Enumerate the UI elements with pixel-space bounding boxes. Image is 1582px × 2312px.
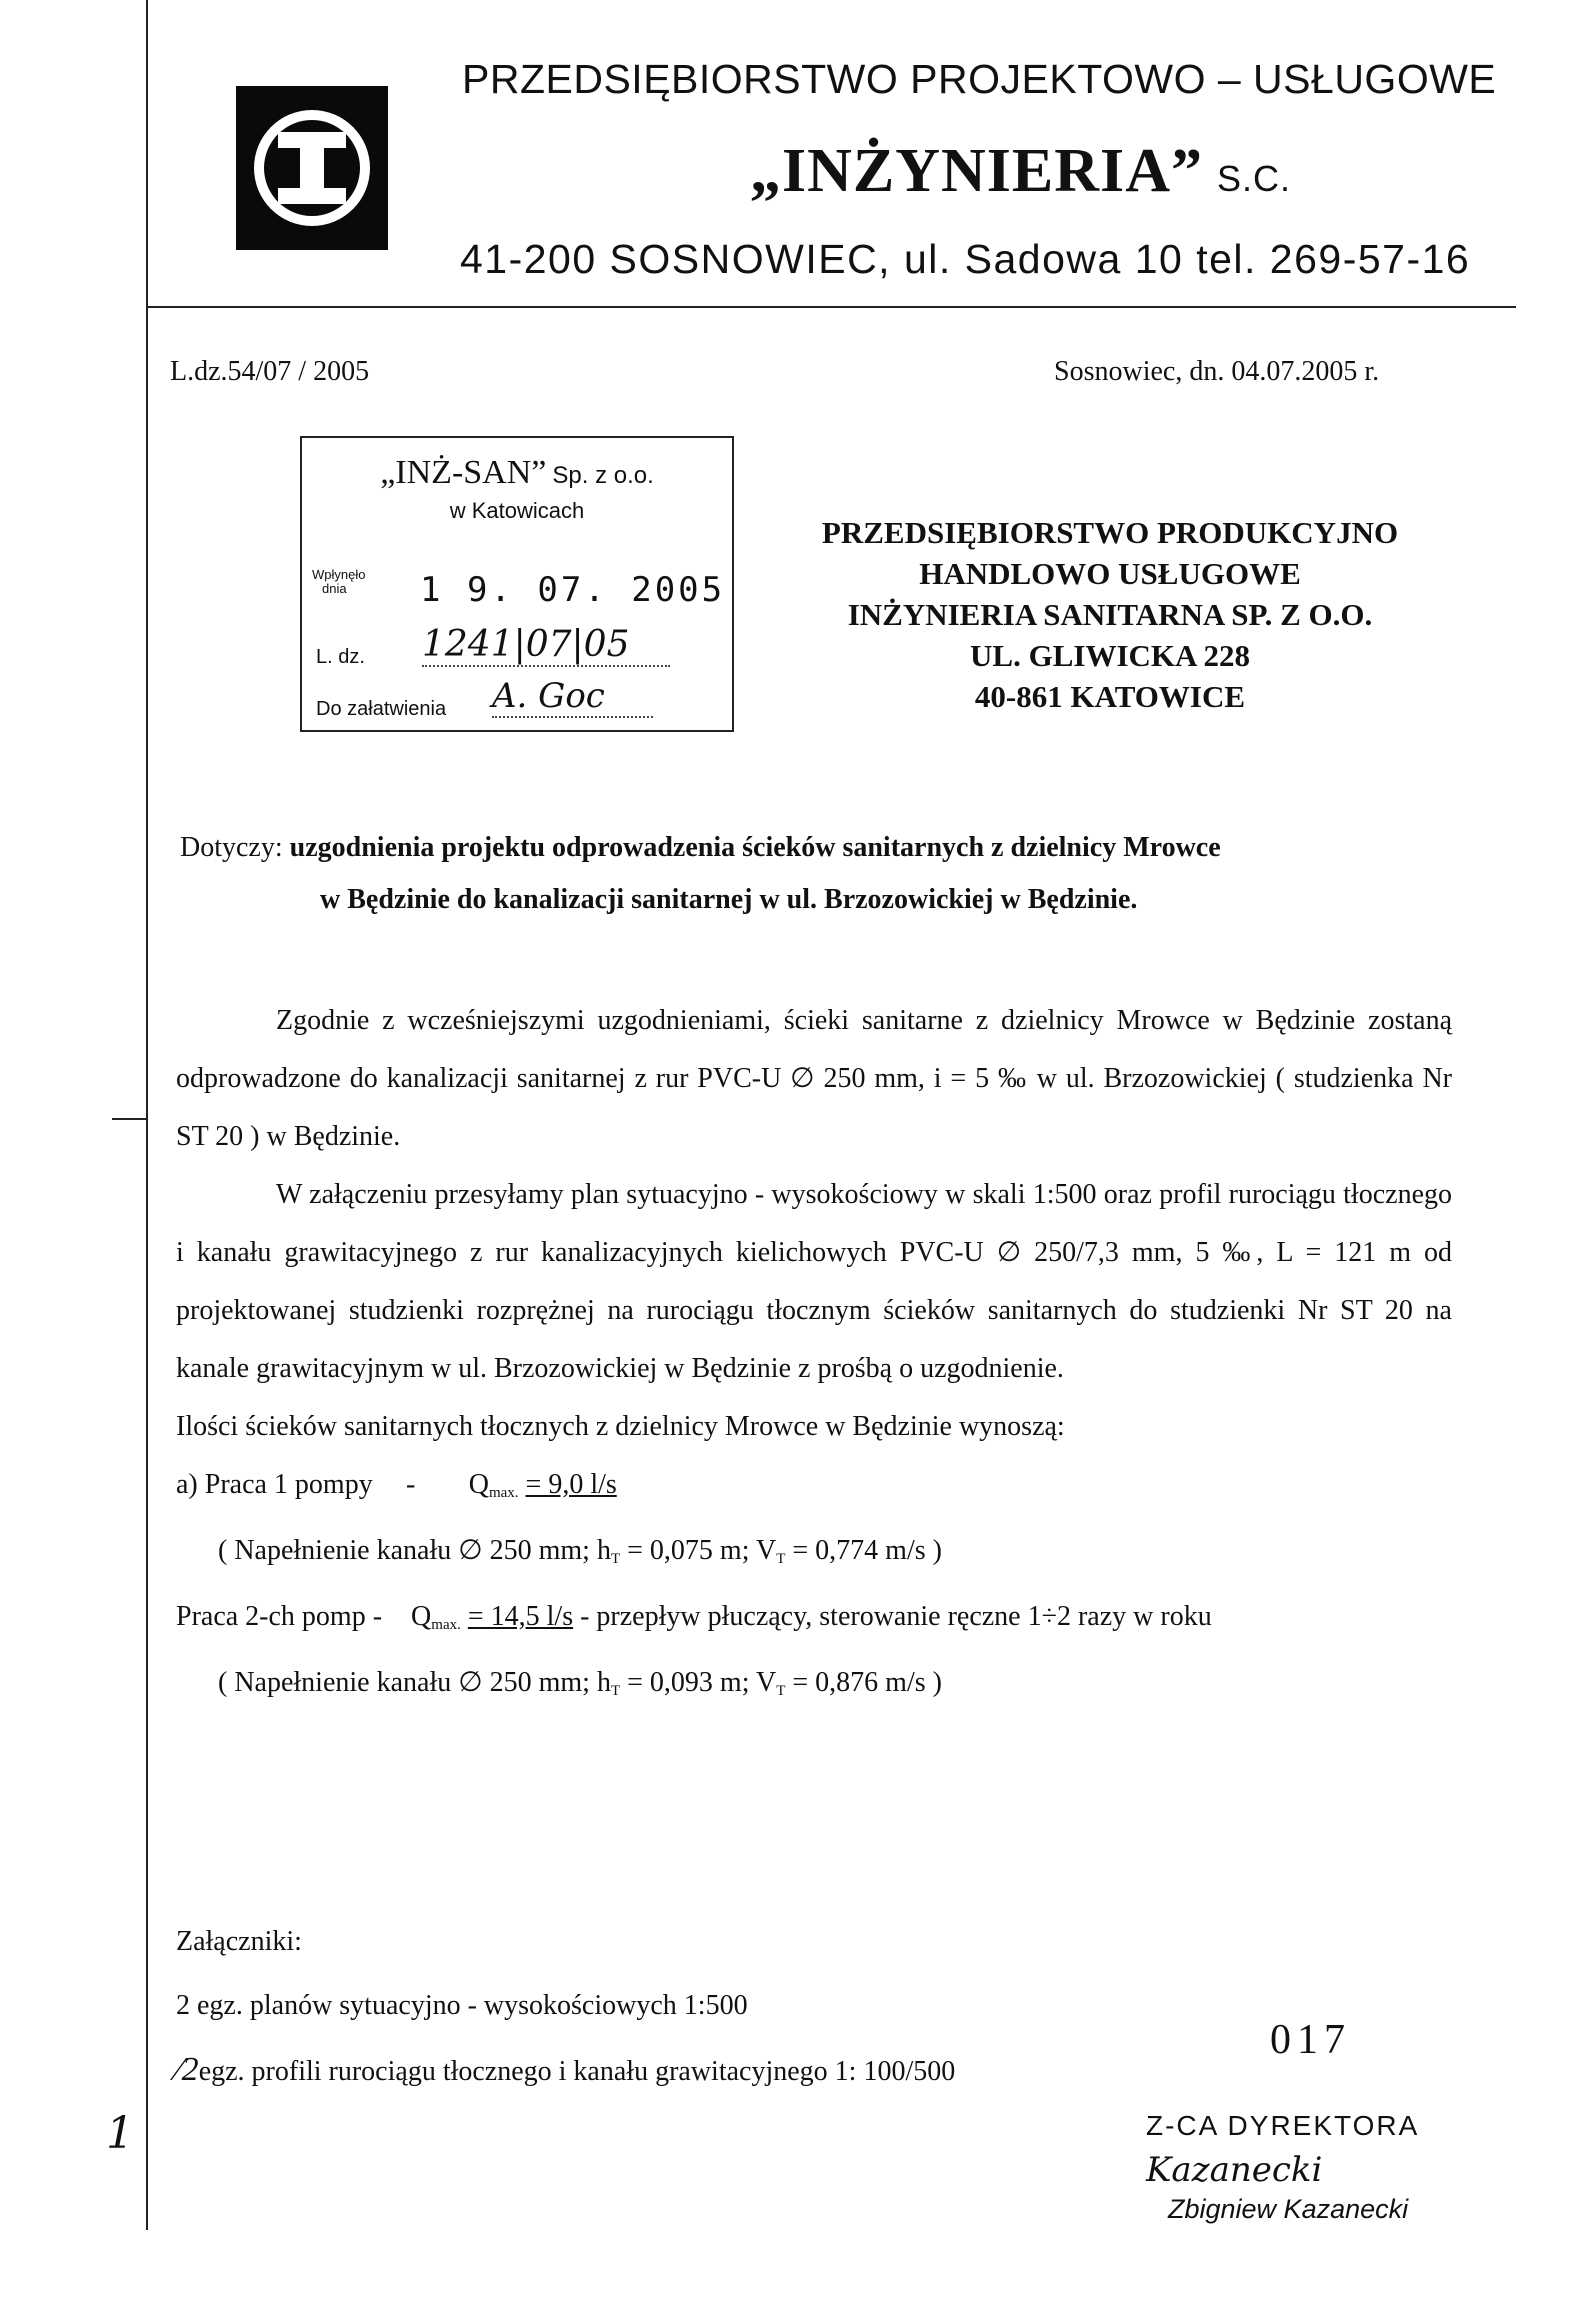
flow-b-fill-text: ( Napełnienie kanału ∅ 250 mm; h xyxy=(218,1667,611,1698)
subject-line-2: w Będzinie do kanalizacji sanitarnej w ul. Brzozowickiej w Będzinie. xyxy=(320,884,1138,915)
body-paragraph-2: W załączeniu przesyłamy plan sytuacyjno - wysokościowy w skali 1:500 oraz profil rurociągu tłocznego i kanału grawitacyjnego z rur kanalizacyjnych kielichowych PVC-U ∅ 250/7,3 mm, 5 ‰, L = 121 m od projektowanej studzienki rozprężnej na rurociągu tłocznym ścieków sanitarnych do studzienki Nr ST 20 na kanale grawitacyjnym w ul. Brzozowickiej w Będzinie z prośbą o uzgodnienie. xyxy=(176,1179,1452,1384)
recipient-line: PRZEDSIĘBIORSTWO PRODUKCYJNO xyxy=(821,515,1399,550)
signatory-name: Zbigniew Kazanecki xyxy=(1168,2194,1409,2224)
place-date: Sosnowiec, dn. 04.07.2005 r. xyxy=(1054,356,1380,387)
stamp-handle-label: Do załatwienia xyxy=(316,698,447,720)
stamp-received-label-1: Wpłynęło xyxy=(312,567,366,582)
flow-b-v-sub: T xyxy=(776,1683,786,1699)
recipient-line: INŻYNIERIA SANITARNA SP. Z O.O. xyxy=(847,597,1373,632)
flow-a-q-symbol: Q xyxy=(468,1469,489,1500)
flow-a xyxy=(176,1456,1452,1522)
received-stamp xyxy=(300,436,734,732)
subject-label: Dotyczy: xyxy=(180,832,283,863)
attachments-title: Załączniki: xyxy=(176,1926,302,1957)
flow-a-v-sub: T xyxy=(776,1551,786,1567)
flow-b-label: Praca 2-ch pomp - xyxy=(176,1601,383,1632)
recipient-line: UL. GLIWICKA 228 xyxy=(970,638,1250,673)
company-name xyxy=(750,136,1291,207)
flow-a-h-sub: T xyxy=(610,1551,621,1567)
flow-b-q-symbol: Q xyxy=(411,1601,432,1632)
document-number: 017 xyxy=(1270,2017,1351,2063)
header-divider xyxy=(146,306,1516,308)
flow-b-value: = 14,5 l/s xyxy=(467,1601,574,1632)
company-address: 41-200 SOSNOWIEC, ul. Sadowa 10 tel. 269-57-16 xyxy=(460,236,1471,282)
flows-intro: Ilości ścieków sanitarnych tłocznych z dzielnicy Mrowce w Będzinie wynoszą: xyxy=(176,1411,1065,1442)
body-paragraph-1: Zgodnie z wcześniejszymi uzgodnieniami, ścieki sanitarne z dzielnicy Mrowce w Będzinie zostaną odprowadzone do kanalizacji sanitarnej z rur PVC-U ∅ 250 mm, i = 5 ‰ w ul. Brzozowickiej ( studzienka Nr ST 20 ) w Będzinie. xyxy=(176,1005,1452,1152)
handwritten-signature: Kazanecki xyxy=(1146,2150,1323,2190)
stamp-company-name: „INŻ-SAN” xyxy=(380,454,547,491)
flow-b-fill xyxy=(176,1654,1452,1720)
flow-b-q-sub: max. xyxy=(431,1617,461,1633)
recipient-address xyxy=(760,512,1460,717)
flow-a-fill xyxy=(176,1522,1452,1588)
company-type: PRZEDSIĘBIORSTWO PROJEKTOWO – USŁUGOWE xyxy=(462,56,1497,102)
subject xyxy=(180,822,1460,926)
attachment-item-mark: ⁄2 xyxy=(176,2051,199,2088)
attachment-item-text: egz. profili rurociągu tłocznego i kanału grawitacyjnego 1: 100/500 xyxy=(198,2056,956,2087)
stamp-received-label xyxy=(312,568,365,596)
flow-a-h-value: = 0,075 m; V xyxy=(620,1535,777,1566)
flow-b xyxy=(176,1588,1452,1654)
attachments xyxy=(176,1910,955,2104)
stamp-company xyxy=(302,454,732,492)
letter-body xyxy=(176,992,1452,1720)
stamp-ldz-value: 1241|07|05 xyxy=(422,624,670,667)
logo-circle-i-icon xyxy=(248,104,376,232)
recipient-line: HANDLOWO USŁUGOWE xyxy=(919,556,1301,591)
flow-a-v-value: = 0,774 m/s ) xyxy=(785,1535,942,1566)
company-name-text: „INŻYNIERIA” xyxy=(750,137,1203,205)
signature-title: Z-CA DYREKTORA xyxy=(1146,2110,1420,2141)
stamp-location: w Katowicach xyxy=(449,498,585,523)
company-logo xyxy=(236,86,388,250)
stamp-company-suffix: Sp. z o.o. xyxy=(552,462,654,489)
attachment-item xyxy=(176,2038,955,2104)
flow-a-q-sub: max. xyxy=(488,1485,519,1501)
stamp-ldz-label: L. dz. xyxy=(316,646,365,668)
reference-number: L.dz.54/07 / 2005 xyxy=(170,356,370,387)
flow-a-label: a) Praca 1 pompy xyxy=(176,1469,373,1500)
attachment-item: 2 egz. planów sytuacyjno - wysokościowych 1:500 xyxy=(176,1990,748,2021)
subject-line-1: uzgodnienia projektu odprowadzenia ścieków sanitarnych z dzielnicy Mrowce xyxy=(289,832,1221,863)
stamp-received-label-2: dnia xyxy=(322,581,347,596)
company-suffix: S.C. xyxy=(1216,158,1291,199)
flow-b-h-value: = 0,093 m; V xyxy=(620,1667,777,1698)
fold-mark xyxy=(112,1118,148,1120)
recipient-line: 40-861 KATOWICE xyxy=(974,679,1246,714)
flow-b-desc: - przepływ płuczący, sterowanie ręczne 1÷2 razy w roku xyxy=(573,1601,1212,1632)
stamp-received-date: 1 9. 07. 2005 xyxy=(420,570,726,610)
flow-b-v-value: = 0,876 m/s ) xyxy=(785,1667,942,1698)
stamp-handle-value: A. Goc xyxy=(492,676,653,718)
flow-a-fill-text: ( Napełnienie kanału ∅ 250 mm; h xyxy=(218,1535,611,1566)
flow-b-h-sub: T xyxy=(610,1683,621,1699)
flow-a-value: = 9,0 l/s xyxy=(525,1469,617,1500)
margin-number: 1 xyxy=(106,2108,134,2159)
flow-a-dash: - xyxy=(406,1469,416,1500)
margin-vertical-line xyxy=(146,0,148,2230)
